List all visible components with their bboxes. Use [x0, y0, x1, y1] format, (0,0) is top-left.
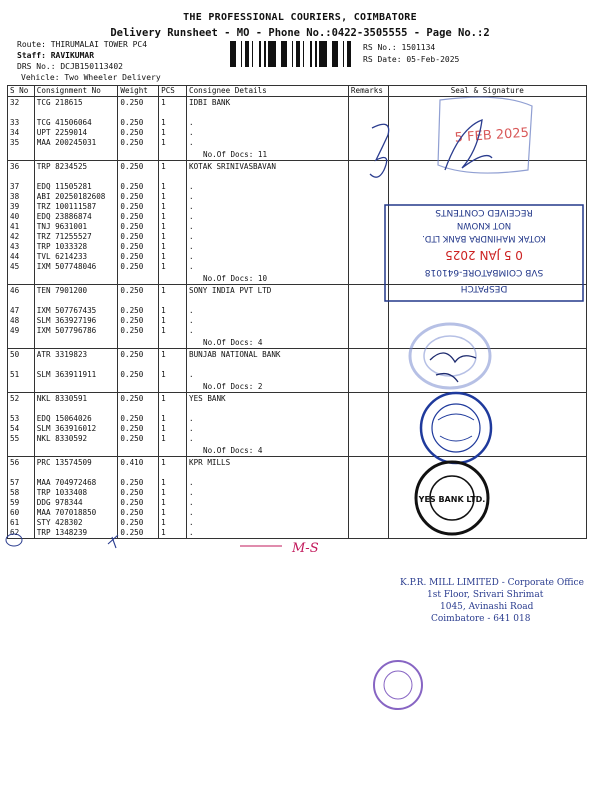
runsheet-title: THE PROFESSIONAL COURIERS, COIMBATORE [183, 12, 417, 23]
row-weight: 0.250 [118, 172, 159, 192]
row-weight: 0.250 [118, 138, 159, 148]
row-sno: 60 [8, 508, 35, 518]
row-consignment-no: TVL 6214233 [34, 252, 118, 262]
row-consignment-no: SLM 363927196 [34, 316, 118, 326]
row-weight: 0.250 [118, 349, 159, 361]
row-weight: 0.250 [118, 326, 159, 336]
row-consignment-no: MAA 707018850 [34, 508, 118, 518]
row-pcs: 1 [159, 161, 187, 173]
col-header-weight: Weight [118, 86, 159, 97]
yes-bank-round-stamp [416, 462, 488, 534]
row-sno: 37 [8, 172, 35, 192]
row-sno: 58 [8, 488, 35, 498]
row-pcs: 1 [159, 393, 187, 405]
staff-label: Staff: RAVIKUMAR [17, 51, 95, 60]
row-consignee: KOTAK SRINIVASBAVAN [187, 161, 349, 173]
row-consignment-no: TCG 41506064 [34, 108, 118, 128]
row-pcs: 1 [159, 360, 187, 380]
row-pcs: 1 [159, 434, 187, 444]
row-consignee: . [187, 326, 349, 336]
row-consignee: . [187, 296, 349, 316]
row-sno: 43 [8, 242, 35, 252]
row-pcs: 1 [159, 316, 187, 326]
row-weight: 0.250 [118, 360, 159, 380]
row-pcs: 1 [159, 285, 187, 297]
row-weight: 0.250 [118, 128, 159, 138]
kotak-stamp-line: RECEIVED CONTENTS [435, 207, 533, 217]
row-consignee: . [187, 518, 349, 528]
row-pcs: 1 [159, 518, 187, 528]
kotak-stamp-line: KOTAK MAHINDRA BANK LTD. [422, 233, 546, 243]
row-consignment-no: TRP 8234525 [34, 161, 118, 173]
row-sno: 61 [8, 518, 35, 528]
row-weight: 0.250 [118, 404, 159, 424]
row-weight: 0.410 [118, 457, 159, 469]
row-consignee: IDBI BANK [187, 97, 349, 109]
row-weight: 0.250 [118, 252, 159, 262]
date-stamp-text: 5 FEB 2025 [454, 125, 530, 146]
row-consignment-no: TRP 1348239 [34, 528, 118, 539]
row-pcs: 1 [159, 108, 187, 128]
docs-count: No.Of Docs: 2 [187, 380, 349, 393]
row-consignment-no: DDG 978344 [34, 498, 118, 508]
row-pcs: 1 [159, 128, 187, 138]
row-consignment-no: EDQ 23886874 [34, 212, 118, 222]
row-pcs: 1 [159, 242, 187, 252]
row-sno: 39 [8, 202, 35, 212]
row-weight: 0.250 [118, 316, 159, 326]
row-sno: 44 [8, 252, 35, 262]
row-pcs: 1 [159, 457, 187, 469]
row-consignee: . [187, 360, 349, 380]
kotak-stamp-line: 0 5 JAN 2025 [445, 248, 523, 262]
row-sno: 35 [8, 138, 35, 148]
row-consignment-no: SLM 363911911 [34, 360, 118, 380]
row-pcs: 1 [159, 404, 187, 424]
row-sno: 45 [8, 262, 35, 272]
row-pcs: 1 [159, 424, 187, 434]
row-consignment-no: NKL 8330592 [34, 434, 118, 444]
kpr-line-2: 1st Floor, Srivari Shrimat [427, 590, 544, 600]
row-sno: 57 [8, 468, 35, 488]
kotak-stamp-line: DESPATCH [460, 283, 508, 293]
row-consignee: KPR MILLS [187, 457, 349, 469]
docs-count: No.Of Docs: 10 [187, 272, 349, 285]
row-consignment-no: EDQ 15064026 [34, 404, 118, 424]
row-consignment-no: NKL 8330591 [34, 393, 118, 405]
row-sno: 51 [8, 360, 35, 380]
row-consignment-no: TNJ 9631001 [34, 222, 118, 232]
kotak-received-stamp [385, 205, 583, 301]
row-consignee: SONY INDIA PVT LTD [187, 285, 349, 297]
row-consignee: . [187, 212, 349, 222]
row-consignment-no: PRC 13574509 [34, 457, 118, 469]
row-consignee: . [187, 192, 349, 202]
row-sno: 56 [8, 457, 35, 469]
row-pcs: 1 [159, 172, 187, 192]
rs-number: RS No.: 1501134 [363, 43, 436, 52]
row-weight: 0.250 [118, 202, 159, 212]
route-label: Route: THIRUMALAI TOWER PC4 [17, 40, 148, 49]
row-pcs: 1 [159, 202, 187, 212]
row-weight: 0.250 [118, 508, 159, 518]
row-sno: 32 [8, 97, 35, 109]
kpr-line-3: 1045, Avinashi Road [440, 602, 534, 612]
row-sno: 36 [8, 161, 35, 173]
kpr-line-4: Coimbatore - 641 018 [431, 614, 531, 624]
row-weight: 0.250 [118, 232, 159, 242]
row-weight: 0.250 [118, 518, 159, 528]
row-consignee: . [187, 424, 349, 434]
row-pcs: 1 [159, 326, 187, 336]
row-consignee: . [187, 262, 349, 272]
row-consignee: . [187, 468, 349, 488]
row-weight: 0.250 [118, 285, 159, 297]
kpr-line-1: K.P.R. MILL LIMITED - Corporate Office [400, 578, 584, 588]
row-pcs: 1 [159, 232, 187, 242]
row-consignee: YES BANK [187, 393, 349, 405]
row-consignee: . [187, 232, 349, 242]
row-consignment-no: ABI 20250182608 [34, 192, 118, 202]
row-consignment-no: IXM 507767435 [34, 296, 118, 316]
row-weight: 0.250 [118, 528, 159, 539]
idbi-date-stamp [438, 97, 532, 173]
row-56-circle [6, 534, 22, 546]
row-sno: 50 [8, 349, 35, 361]
row-consignee: . [187, 434, 349, 444]
row-pcs: 1 [159, 468, 187, 488]
row-weight: 0.250 [118, 468, 159, 488]
row-consignment-no: IXM 507796786 [34, 326, 118, 336]
row-consignment-no: UPT 2259014 [34, 128, 118, 138]
row-weight: 0.250 [118, 262, 159, 272]
row-consignment-no: SLM 363916012 [34, 424, 118, 434]
row-weight: 0.250 [118, 222, 159, 232]
col-header-consignee: Consignee Details [187, 86, 349, 97]
row-pcs: 1 [159, 252, 187, 262]
row-pcs: 1 [159, 528, 187, 539]
row-sno: 34 [8, 128, 35, 138]
row-consignment-no: TRZ 100111587 [34, 202, 118, 212]
runsheet-subtitle: Delivery Runsheet - MO - Phone No.:0422-3505555 - Page No.:2 [110, 27, 490, 39]
row-weight: 0.250 [118, 393, 159, 405]
row-sno: 41 [8, 222, 35, 232]
row-sno: 53 [8, 404, 35, 424]
pnb-round-stamp [421, 393, 491, 463]
row-56-handwriting: M-S [292, 541, 319, 556]
bottom-round-stamp [374, 661, 422, 709]
row-consignee: . [187, 252, 349, 262]
row-consignee: . [187, 498, 349, 508]
row-sno: 49 [8, 326, 35, 336]
row-pcs: 1 [159, 508, 187, 518]
row-pcs: 1 [159, 349, 187, 361]
row-consignee: . [187, 488, 349, 498]
row-sno: 59 [8, 498, 35, 508]
row-sno: 55 [8, 434, 35, 444]
row-sno: 42 [8, 232, 35, 242]
row-weight: 0.250 [118, 498, 159, 508]
row-consignee: . [187, 108, 349, 128]
row-consignee: . [187, 508, 349, 518]
col-header-pcs: PCS [159, 86, 187, 97]
row-consignment-no: STY 428302 [34, 518, 118, 528]
row-consignment-no: TEN 7901200 [34, 285, 118, 297]
col-header-seal: Seal & Signature [388, 86, 586, 97]
signature-scribble-1 [370, 124, 389, 177]
col-header-sno: S No [8, 86, 35, 97]
row-sno: 48 [8, 316, 35, 326]
row-consignee: . [187, 316, 349, 326]
row-56-tick [108, 535, 118, 548]
row-consignment-no: ATR 3319823 [34, 349, 118, 361]
row-consignment-no: TRZ 71255527 [34, 232, 118, 242]
row-consignee: . [187, 404, 349, 424]
row-sno: 62 [8, 528, 35, 539]
row-pcs: 1 [159, 498, 187, 508]
drs-number: DRS No.: DCJB150113402 [17, 62, 123, 71]
row-weight: 0.250 [118, 212, 159, 222]
row-consignee: . [187, 222, 349, 232]
row-pcs: 1 [159, 296, 187, 316]
row-consignee: BUNJAB NATIONAL BANK [187, 349, 349, 361]
row-consignee: . [187, 128, 349, 138]
row-pcs: 1 [159, 488, 187, 498]
row-weight: 0.250 [118, 434, 159, 444]
row-weight: 0.250 [118, 192, 159, 202]
row-consignee: . [187, 242, 349, 252]
row-consignment-no: TCG 218615 [34, 97, 118, 109]
row-pcs: 1 [159, 262, 187, 272]
row-consignee: . [187, 202, 349, 212]
row-sno: 47 [8, 296, 35, 316]
row-sno: 46 [8, 285, 35, 297]
row-weight: 0.250 [118, 296, 159, 316]
row-sno: 40 [8, 212, 35, 222]
docs-count: No.Of Docs: 4 [187, 444, 349, 457]
row-consignment-no: TRP 1033328 [34, 242, 118, 252]
row-consignee: . [187, 138, 349, 148]
row-pcs: 1 [159, 192, 187, 202]
row-consignment-no: TRP 1033408 [34, 488, 118, 498]
row-consignment-no: EDQ 11505281 [34, 172, 118, 192]
row-weight: 0.250 [118, 108, 159, 128]
row-weight: 0.250 [118, 161, 159, 173]
docs-count: No.Of Docs: 4 [187, 336, 349, 349]
kotak-stamp-line: NOT KNOWN [456, 220, 512, 230]
row-pcs: 1 [159, 222, 187, 232]
col-header-consignment: Consignment No [34, 86, 118, 97]
row-pcs: 1 [159, 97, 187, 109]
row-pcs: 1 [159, 138, 187, 148]
row-consignment-no: MAA 200245031 [34, 138, 118, 148]
row-sno: 33 [8, 108, 35, 128]
row-sno: 54 [8, 424, 35, 434]
row-consignee: . [187, 172, 349, 192]
row-sno: 52 [8, 393, 35, 405]
yes-bank-stamp-text: YES BANK LTD. [418, 495, 486, 504]
col-header-remarks: Remarks [348, 86, 388, 97]
rs-date: RS Date: 05-Feb-2025 [363, 55, 460, 64]
vehicle-label: Vehicle: Two Wheeler Delivery [21, 73, 161, 82]
docs-count: No.Of Docs: 11 [187, 148, 349, 161]
row-weight: 0.250 [118, 242, 159, 252]
kpr-mill-stamp [395, 577, 595, 625]
row-consignee: . [187, 528, 349, 539]
row-pcs: 1 [159, 212, 187, 222]
signature-scribble-2 [445, 120, 492, 170]
row-consignment-no: MAA 704972468 [34, 468, 118, 488]
signature-scribble-3 [430, 353, 476, 382]
row-consignment-no: IXM 507748046 [34, 262, 118, 272]
row-sno: 38 [8, 192, 35, 202]
row-weight: 0.250 [118, 488, 159, 498]
row-weight: 0.250 [118, 97, 159, 109]
row-weight: 0.250 [118, 424, 159, 434]
kotak-stamp-line: SVB COIMBATORE-641018 [424, 267, 544, 277]
